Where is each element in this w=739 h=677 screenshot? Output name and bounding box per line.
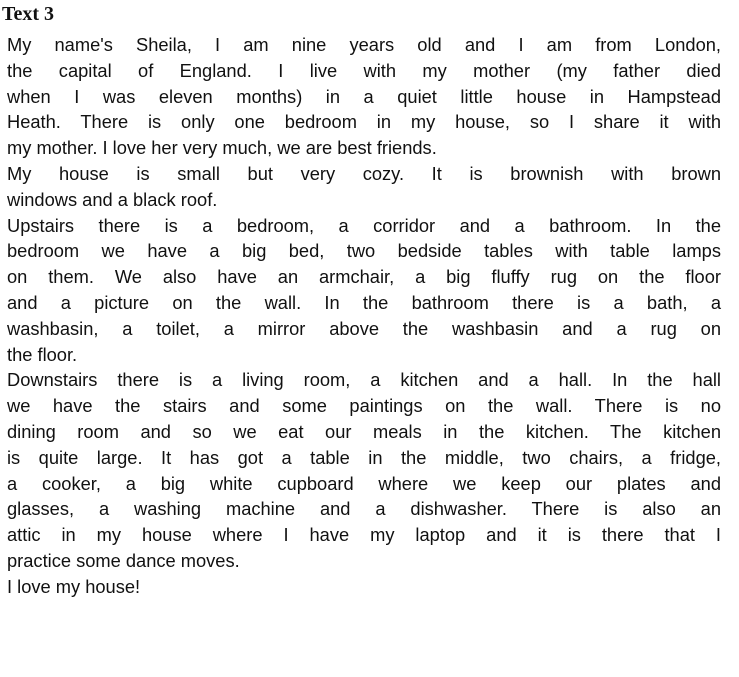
text-line: on them. We also have an armchair, a big fluffy rug on the floor: [7, 266, 721, 288]
text-line: Upstairs there is a bedroom, a corridor and a bathroom. In the: [7, 214, 721, 236]
text-line: my mother. I love her very much, we are best friends.: [7, 137, 437, 159]
text-line: bedroom we have a big bed, two bedside tables with table lamps: [7, 240, 721, 262]
text-line: a cooker, a big white cupboard where we keep our plates and: [7, 472, 721, 494]
text-line: we have the stairs and some paintings on the wall. There is no: [7, 395, 721, 417]
text-line: is quite large. It has got a table in the middle, two chairs, a fridge,: [7, 446, 721, 468]
text-line: washbasin, a toilet, a mirror above the washbasin and a rug on: [7, 317, 721, 339]
text-line: My name's Sheila, I am nine years old and I am from London,: [7, 34, 721, 55]
text-line: the floor.: [7, 343, 78, 365]
text-line: the capital of England. I live with my mother (my father died: [7, 59, 721, 81]
text-line: when I was eleven months) in a quiet little house in Hampstead: [7, 85, 721, 107]
text-line: Downstairs there is a living room, a kitchen and a hall. In the hall: [7, 369, 721, 391]
text-line: windows and a black roof.: [7, 188, 218, 210]
text-line: attic in my house where I have my laptop and it is there that I: [7, 524, 721, 546]
text-body: [7, 32, 721, 600]
text-line: and a picture on the wall. In the bathroom there is a bath, a: [7, 291, 721, 313]
text-line: glasses, a washing machine and a dishwasher. There is also an: [7, 498, 721, 520]
text-line: My house is small but very cozy. It is brownish with brown: [7, 162, 721, 184]
text-line: practice some dance moves.: [7, 549, 240, 571]
text-line: dining room and so we eat our meals in the kitchen. The kitchen: [7, 420, 721, 442]
text-line: I love my house!: [7, 575, 141, 597]
document-title: Text 3: [2, 3, 55, 25]
text-line: Heath. There is only one bedroom in my house, so I share it with: [7, 111, 721, 133]
